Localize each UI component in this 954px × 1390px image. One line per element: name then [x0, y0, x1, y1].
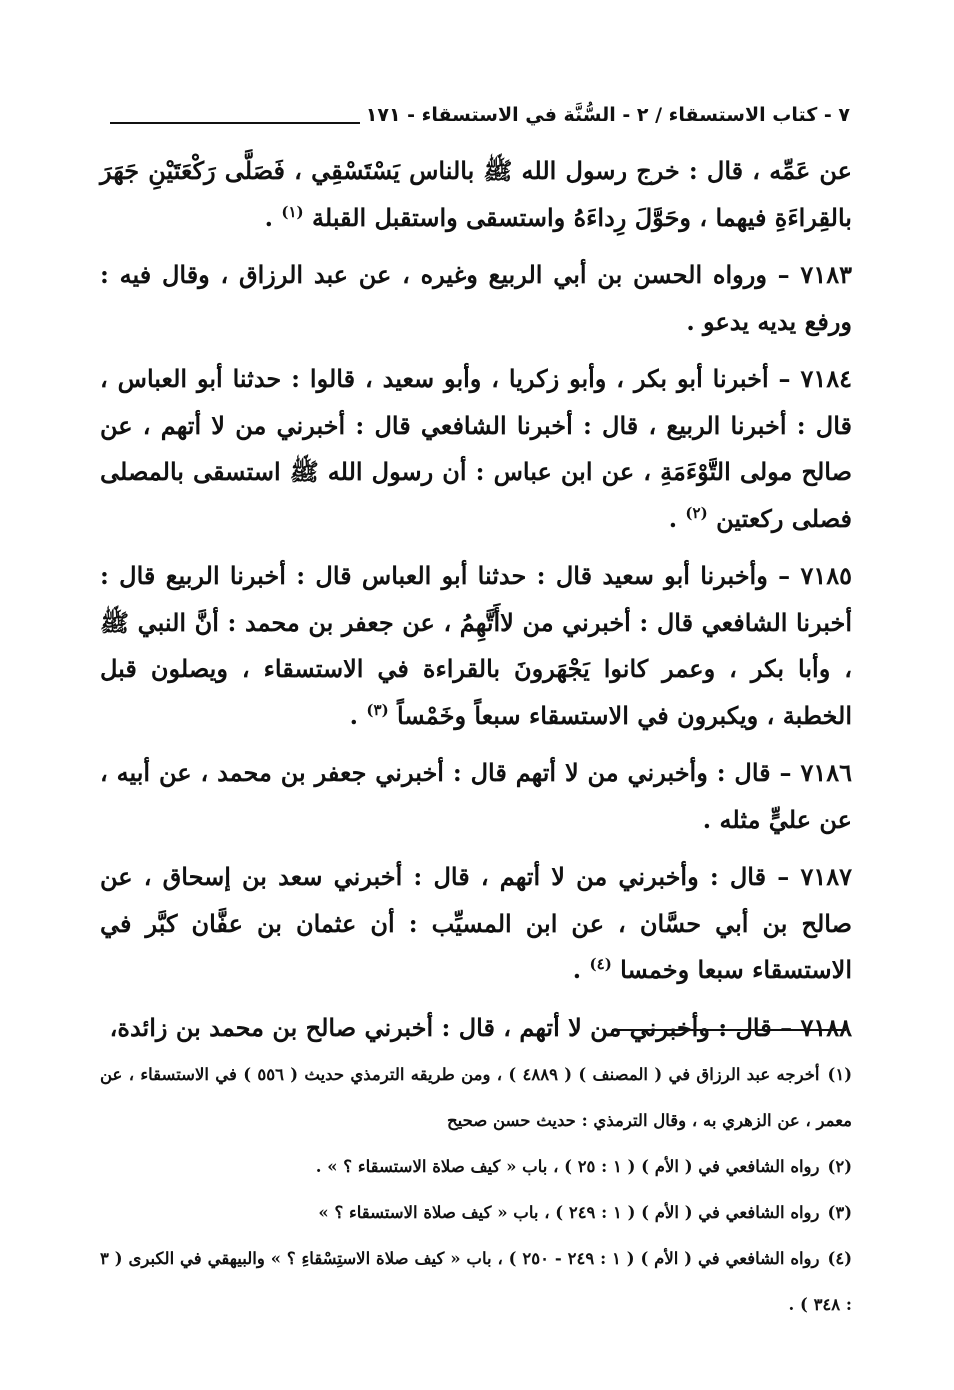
paragraph-end: . [668, 503, 686, 533]
paragraph-text: وأخبرنا أبو سعيد قال : حدثنا أبو العباس قال : أخبرنا الربيع قال : أخبرنا الشافعي قال : أخبرني من لاأَتَّهِمُ ، عن جعفر بن محمد : أنَّ النبي ﷺ ، وأبا بكر ، وعمر كانوا يَجْهَرونَ بالقراءة في الاستسقاء ، ويصلون قبل الخطبة ، ويكبرون في الاستسقاء سبعاً وخَمْساً [100, 561, 852, 730]
hadith-7184: ٧١٨٤ – أخبرنا أبو بكر ، وأبو زكريا ، وأبو سعيد ، قالوا : حدثنا أبو العباس ، قال : أخبرنا الربيع ، قال : أخبرنا الشافعي قال : أخبرني من لا أتهم ، عن صالح مولى التَّوْءَمَةِ ، عن ابن عباس : أن رسول الله ﷺ استسقى بالمصلى فصلى ركعتين $^{(٢)}$ . [100, 364, 852, 533]
hadith-number: ٧١٨٨ [800, 1012, 852, 1042]
paragraph-text: ورواه الحسن بن أبي الربيع وغيره ، عن عبد الرزاق ، وقال فيه : ورفع يديه يدعو . [100, 260, 852, 336]
footnote-ref[interactable]: (١) [281, 202, 304, 221]
hadith-7186: ٧١٨٦ – قال : وأخبرني من لا أتهم قال : أخبرني جعفر بن محمد ، عن أبيه ، عن عليٍّ مثله . [100, 758, 853, 834]
footnote-text: رواه الشافعي في ( الأم ) ( ١ : ٢٤٩ - ٢٥٠ ) ، باب « كيف صلاة الاستِسْقاءِ ؟ » والبيهقي في الكبرى ( ٣ : ٣٤٨ ) . [100, 1249, 852, 1314]
footnote-ref[interactable]: (٣) [366, 700, 389, 719]
footnote-text: رواه الشافعي في ( الأم ) ( ١ : ٢٤٩ ) ، باب « كيف صلاة الاستسقاء ؟ » [318, 1203, 820, 1222]
footnote-separator [612, 1029, 846, 1031]
paragraph-text: قال : وأخبرني من لا أتهم ، قال : أخبرني سعد بن إسحاق ، عن صالح بن أبي حسَّان ، عن ابن المسيِّب : أن عثمان بن عفَّان كبَّر في الاستسقاء سبعا وخمسا [100, 862, 852, 984]
footnote-text: أخرجه عبد الرزاق في ( المصنف ) ( ٤٨٨٩ ) ، ومن طريقه الترمذي حديث ( ٥٥٦ ) في الاستسقاء ، عن معمر ، عن الزهري به ، وقال الترمذي : حديث حسن صحيح [100, 1065, 852, 1130]
footnote-1 [100, 1052, 852, 1144]
paragraph-text: قال : وأخبرني من لا أتهم قال : أخبرني جعفر بن محمد ، عن أبيه ، عن عليٍّ مثله . [100, 758, 852, 834]
running-header [110, 90, 850, 130]
footnote-text: رواه الشافعي في ( الأم ) ( ١ : ٢٥ ) ، باب « كيف صلاة الاستسقاء ؟ » . [315, 1157, 820, 1176]
footnote-mark: (٢) [827, 1157, 852, 1176]
footnote-mark: (٤) [827, 1249, 852, 1268]
paragraph-continuation [100, 148, 852, 241]
footnote-ref[interactable]: (٤) [589, 955, 612, 973]
hadith-number: ٧١٨٣ [800, 260, 852, 289]
hadith-number: ٧١٨٧ [800, 862, 852, 891]
footnote-2 [100, 1144, 852, 1190]
hadith-7183: ٧١٨٣ – ورواه الحسن بن أبي الربيع وغيره ، عن عبد الرزاق ، وقال فيه : ورفع يديه يدعو . [100, 260, 852, 336]
hadith-7185: ٧١٨٥ – وأخبرنا أبو سعيد قال : حدثنا أبو العباس قال : أخبرنا الربيع قال : أخبرنا الشافعي قال : أخبرني من لاأَتَّهِمُ ، عن جعفر بن محمد : أنَّ النبي ﷺ ، وأبا بكر ، وعمر كانوا يَجْهَرونَ بالقراءة في الاستسقاء ، ويصلون قبل الخطبة ، ويكبرون في الاستسقاء سبعاً وخَمْساً $^{(٣)}$ . [100, 561, 852, 730]
paragraph-text: عن عَمِّه ، قال : خرج رسول الله ﷺ بالناس يَسْتَسْقِي ، فَصَلَّى رَكْعَتَيْنِ جَهَرَ بالقِراءَةِ فيهما ، وحَوَّلَ رِداءَهُ واستسقى واستقبل القبلة [100, 156, 852, 232]
footnote-ref[interactable]: (٢) [685, 503, 708, 522]
hadith-number: ٧١٨٥ [800, 561, 852, 590]
footnote-3 [100, 1190, 852, 1236]
footnotes [100, 1052, 852, 1328]
paragraph-end: . [264, 202, 282, 232]
main-text [100, 148, 852, 1062]
header-text: ٧ - كتاب الاستسقاء / ٢ - السُّنَّة في الاستسقاء - ١٧١ [365, 104, 850, 127]
paragraph-text: أخبرنا أبو بكر ، وأبو زكريا ، وأبو سعيد ، قالوا : حدثنا أبو العباس ، قال : أخبرنا الربيع ، قال : أخبرنا الشافعي قال : أخبرني من لا أتهم ، عن صالح مولى التَّوْءَمَةِ ، عن ابن عباس : أن رسول الله ﷺ استسقى بالمصلى فصلى ركعتين [100, 364, 852, 533]
hadith-number: ٧١٨٤ [800, 364, 852, 393]
paragraph-end: . [349, 700, 367, 730]
hadith-7188: ٧١٨٨ – قال : وأخبرني من لا أتهم ، قال : أخبرني صالح بن محمد بن زائدة، [109, 1012, 852, 1042]
hadith-7187: ٧١٨٧ – قال : وأخبرني من لا أتهم ، قال : أخبرني سعد بن إسحاق ، عن صالح بن أبي حسَّان ، عن ابن المسيِّب : أن عثمان بن عفَّان كبَّر في الاستسقاء سبعا وخمسا $^{(٤)}$ . [100, 862, 852, 984]
paragraph-text: قال : وأخبرني من لا أتهم ، قال : أخبرني صالح بن محمد بن زائدة، [109, 1012, 772, 1042]
footnote-mark: (١) [827, 1065, 852, 1084]
header-rule [110, 122, 360, 124]
footnote-mark: (٣) [827, 1203, 852, 1222]
hadith-number: ٧١٨٦ [800, 758, 853, 787]
paragraph-end: . [572, 955, 590, 984]
footnote-4 [100, 1236, 852, 1328]
